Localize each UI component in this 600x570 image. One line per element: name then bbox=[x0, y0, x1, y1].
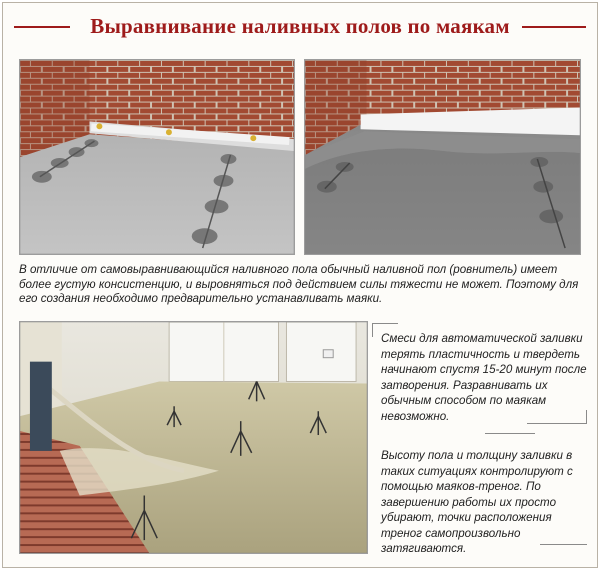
side-paragraph-setting-time: Смеси для автоматической заливки терять пластичность и твердеть начинают спустя 15-20 минут после затворения. Разравнивать их обычным способом по маякам невозможно. bbox=[381, 332, 587, 423]
decor-corner bbox=[527, 410, 587, 424]
photo-mix-leveled bbox=[304, 59, 581, 255]
photo-tripod-beacons bbox=[19, 321, 368, 554]
page-title: Выравнивание наливных полов по маякам bbox=[90, 14, 510, 38]
decor-line bbox=[540, 544, 587, 545]
decor-line bbox=[485, 433, 535, 434]
title-rule-right bbox=[522, 26, 586, 28]
intro-paragraph: В отличие от самовыравнивающийся наливного пола обычный наливной пол (ровнитель) имеет более густую консистенцию, и выровняться под действием силы тяжести не может. Поэтому для его создания необходимо предварительно устанавливать маяки. bbox=[19, 263, 579, 305]
side-paragraph-tripods: Высоту пола и толщину заливки в таких ситуациях контролируют с помощью маяков-треног. По завершению работы их просто убирают, точки расположения треног самопроизвольно затягиваются. bbox=[381, 449, 573, 555]
photo-beacons-installed bbox=[19, 59, 295, 255]
